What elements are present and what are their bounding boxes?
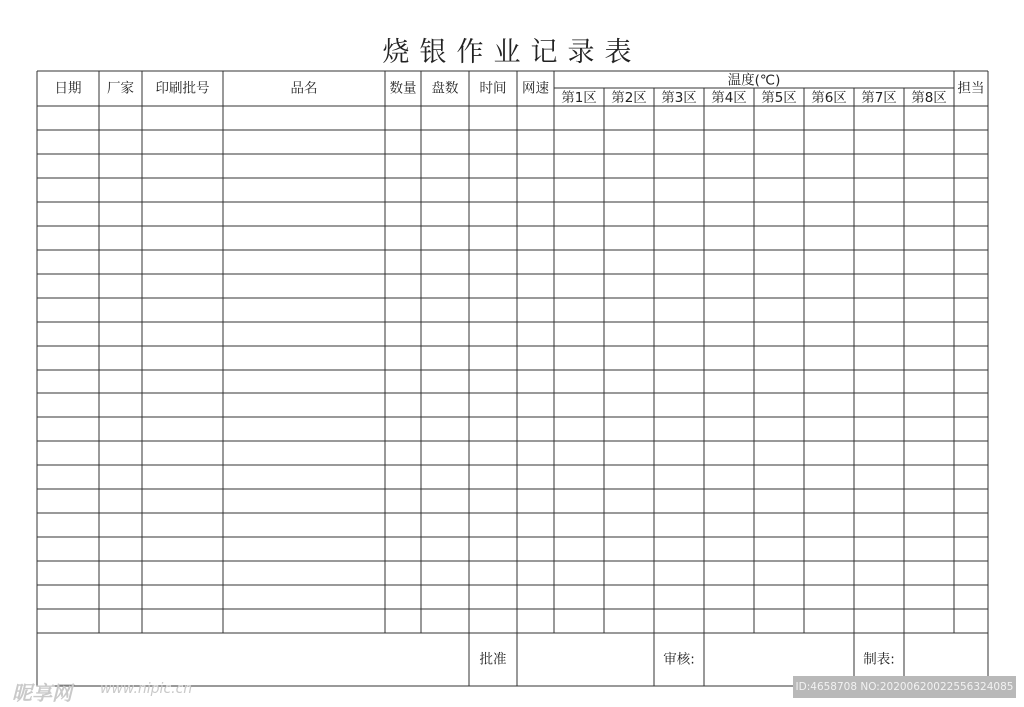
zone-header: 第5区 [761, 90, 797, 106]
column-header: 日期 [54, 80, 82, 97]
zone-header: 第7区 [861, 90, 897, 106]
column-header: 厂家 [107, 80, 134, 97]
zone-header: 第2区 [611, 90, 647, 106]
footer-prepared-label: 制表: [863, 651, 895, 668]
zone-header: 第4区 [711, 90, 747, 106]
column-header: 数量 [389, 80, 417, 97]
footer-review-label: 审核: [663, 651, 695, 668]
form-title: 烧银作业记录表 [382, 37, 642, 68]
zone-header: 第8区 [911, 90, 947, 106]
watermark-url: www.nipic.cn [100, 681, 193, 697]
watermark-id: ID:4658708 NO:20200620022556324085 [793, 676, 1016, 698]
footer-approve-label: 批准 [479, 651, 507, 668]
zone-header: 第1区 [561, 90, 597, 106]
temperature-header: 温度(℃) [727, 72, 781, 89]
zone-header: 第3区 [661, 90, 697, 106]
column-header: 时间 [479, 80, 507, 97]
column-header: 盘数 [431, 80, 459, 97]
watermark-logo: 昵享网 [12, 681, 72, 705]
column-header: 印刷批号 [155, 80, 210, 97]
zone-header: 第6区 [811, 90, 847, 106]
column-header-owner: 担当 [957, 80, 985, 97]
column-header: 品名 [290, 80, 318, 97]
column-header: 网速 [522, 80, 549, 97]
